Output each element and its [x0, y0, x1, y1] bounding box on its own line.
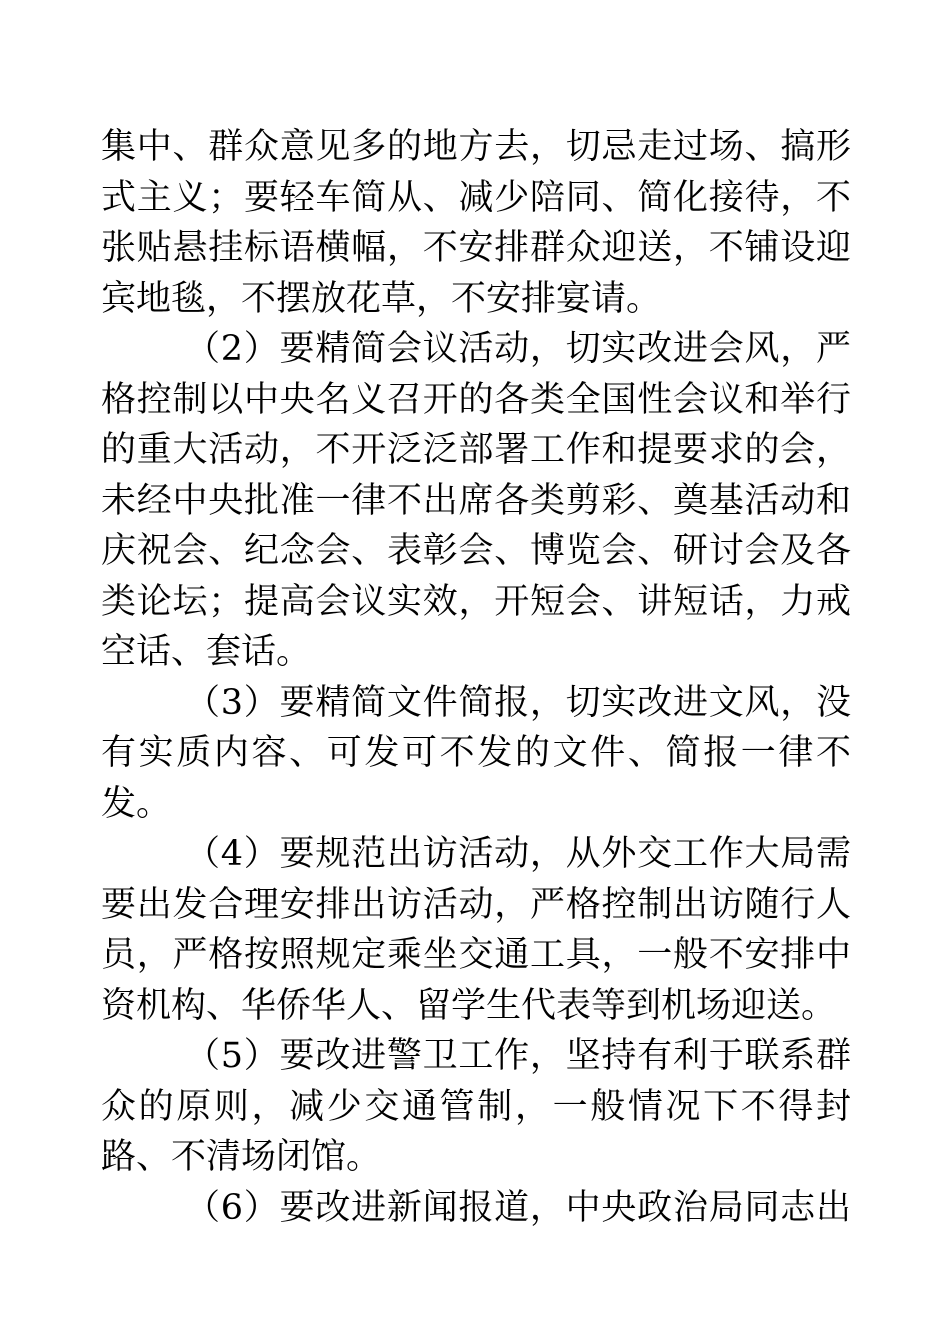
text-line: 空话、套话。 [101, 632, 312, 672]
text-line: 张贴悬挂标语横幅，不安排群众迎送，不铺设迎 [101, 228, 851, 268]
text-line: 要出发合理安排出访活动，严格控制出访随行人 [101, 884, 851, 925]
text-line: 未经中央批准一律不出席各类剪彩、奠基活动和 [101, 480, 851, 521]
text-line: 员，严格按照规定乘坐交通工具，一般不安排中 [101, 935, 851, 975]
text-line: 集中、群众意见多的地方去，切忌走过场、搞形 [101, 127, 851, 167]
text-line: 宾地毯，不摆放花草，不安排宴请。 [101, 278, 662, 319]
text-line: 有实质内容、可发可不发的文件、简报一律不 [101, 733, 851, 773]
text-line: 格控制以中央名义召开的各类全国性会议和举行 [101, 379, 851, 420]
text-line: 资机构、华侨华人、留学生代表等到机场迎送。 [101, 985, 837, 1026]
text-line: 庆祝会、纪念会、表彰会、博览会、研讨会及各 [101, 531, 851, 571]
text-line: 众的原则，减少交通管制，一般情况下不得封 [101, 1086, 851, 1127]
text-line: （4）要规范出访活动，从外交工作大局需 [185, 834, 851, 874]
text-line: 的重大活动，不开泛泛部署工作和提要求的会， [101, 430, 851, 470]
text-line: （2）要精简会议活动，切实改进会风，严 [185, 329, 851, 369]
text-line: 发。 [101, 783, 172, 824]
text-line: （6）要改进新闻报道，中央政治局同志出 [185, 1187, 851, 1228]
text-line: （5）要改进警卫工作，坚持有利于联系群 [185, 1036, 851, 1076]
document-body [101, 122, 851, 1233]
text-line: （3）要精简文件简报，切实改进文风，没 [185, 682, 851, 723]
text-line: 类论坛；提高会议实效，开短会、讲短话，力戒 [101, 581, 851, 622]
text-line: 路、不清场闭馆。 [101, 1137, 382, 1177]
text-line: 式主义；要轻车简从、减少陪同、简化接待，不 [101, 177, 851, 218]
